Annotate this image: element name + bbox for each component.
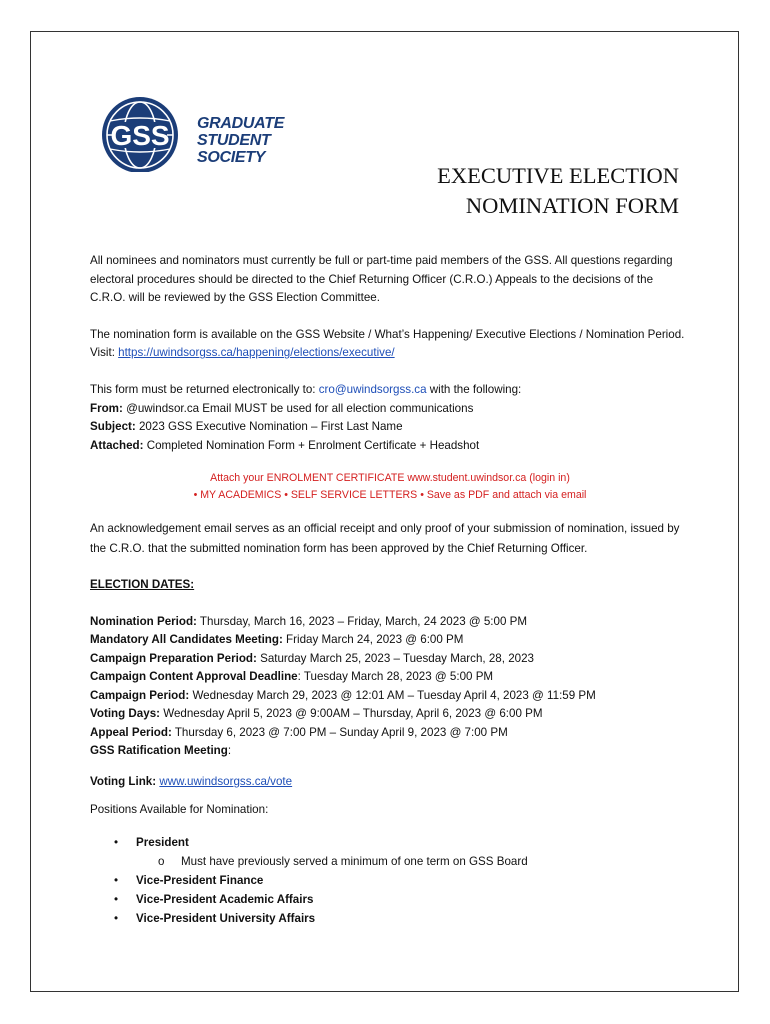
voting-link-line [90, 773, 690, 792]
positions-list [90, 833, 690, 928]
from-line [90, 400, 690, 419]
bullet-icon: • [114, 893, 119, 907]
enrolment-notice [90, 470, 690, 504]
title-line-1: EXECUTIVE ELECTION [437, 163, 679, 188]
intro-paragraph: All nominees and nominators must currently be full or part-time paid members of the GSS. All questions regarding electoral procedures should be directed to the Chief Returning Officer (C.R.O.) Appeals to the decisions of the C.R.O. will be reviewed by the GSS Election Committee. [90, 254, 673, 305]
election-date-label: GSS Ratification Meeting [90, 744, 228, 758]
logo-line-2: STUDENT [197, 132, 271, 149]
notice-line-2: • MY ACADEMICS • SELF SERVICE LETTERS • Save as PDF and attach via email [193, 489, 587, 502]
election-date-label: Appeal Period: [90, 725, 172, 739]
return-instructions [90, 381, 690, 400]
voting-link[interactable]: www.uwindsorgss.ca/vote [159, 774, 293, 788]
election-date-item [90, 724, 690, 743]
election-date-item [90, 613, 690, 632]
from-value: @uwindsor.ca Email MUST be used for all election communications [122, 401, 474, 415]
position-name: Vice-President Finance [136, 874, 264, 888]
cro-email-link[interactable]: cro@uwindsorgss.ca [318, 382, 427, 396]
election-date-label: Campaign Period: [90, 688, 190, 702]
election-date-label: Voting Days: [90, 707, 160, 721]
acknowledgement-paragraph: An acknowledgement email serves as an official receipt and only proof of your submission of nomination, issued by the C.R.O. that the submitted nomination form has been approved by the Chief Returning Officer. [90, 522, 680, 555]
position-item [90, 871, 690, 890]
subject-value: 2023 GSS Executive Nomination – First Last Name [135, 420, 403, 434]
election-date-value: Wednesday March 29, 2023 @ 12:01 AM – Tuesday April 4, 2023 @ 11:59 PM [189, 688, 596, 702]
position-name: Vice-President University Affairs [136, 912, 316, 926]
return-text: This form must be returned electronically to: [90, 382, 319, 396]
position-requirement [90, 852, 690, 871]
election-date-value: : [227, 744, 232, 758]
election-date-value: Saturday March 25, 2023 – Tuesday March, 28, 2023 [256, 651, 534, 665]
election-date-label: Mandatory All Candidates Meeting: [90, 633, 283, 647]
position-requirement-text: Must have previously served a minimum of one term on GSS Board [181, 855, 528, 869]
subject-line [90, 418, 690, 437]
position-item [90, 909, 690, 928]
election-date-item [90, 631, 690, 650]
election-date-label: Campaign Content Approval Deadline [90, 670, 298, 684]
election-dates-heading: ELECTION DATES: [90, 578, 195, 592]
election-date-label: Nomination Period: [90, 614, 197, 628]
bullet-icon: • [114, 912, 119, 926]
election-date-item [90, 742, 690, 761]
attached-value: Completed Nomination Form + Enrolment Certificate + Headshot [143, 438, 480, 452]
election-date-value: Thursday, March 16, 2023 – Friday, March, 24 2023 @ 5:00 PM [196, 614, 528, 628]
availability-paragraph [90, 326, 690, 363]
attached-line [90, 437, 690, 456]
return-text-after: with the following: [426, 382, 522, 396]
position-item [90, 890, 690, 909]
voting-label: Voting Link: [90, 774, 157, 788]
election-date-value: Friday March 24, 2023 @ 6:00 PM [282, 633, 464, 647]
from-label: From: [90, 401, 123, 415]
logo-emblem-text: GSS [110, 120, 170, 151]
logo-wordmark [197, 115, 284, 166]
bullet-icon: • [114, 874, 119, 888]
attached-label: Attached: [90, 438, 144, 452]
election-date-item [90, 705, 690, 724]
election-dates-list [90, 613, 690, 761]
executive-elections-link[interactable]: https://uwindsorgss.ca/happening/elections/executive/ [118, 346, 395, 360]
position-item [90, 833, 690, 852]
availability-text: The nomination form is available on the GSS Website / What’s Happening/ Executive Elections / Nomination Period. Visit: [90, 327, 685, 360]
election-date-value: Wednesday April 5, 2023 @ 9:00AM – Thursday, April 6, 2023 @ 6:00 PM [160, 707, 543, 721]
election-date-label: Campaign Preparation Period: [90, 651, 257, 665]
logo-line-3: SOCIETY [197, 149, 266, 166]
election-date-item [90, 668, 690, 687]
subject-label: Subject: [90, 420, 136, 434]
notice-line-1: Attach your ENROLMENT CERTIFICATE www.student.uwindsor.ca (login in) [210, 472, 570, 485]
title-line-2: NOMINATION FORM [465, 193, 679, 218]
bullet-icon: • [114, 836, 119, 850]
logo-line-1: GRADUATE [197, 115, 285, 132]
position-name: Vice-President Academic Affairs [136, 893, 314, 907]
election-date-value: : Tuesday March 28, 2023 @ 5:00 PM [297, 670, 494, 684]
form-content [90, 252, 690, 928]
election-date-value: Thursday 6, 2023 @ 7:00 PM – Sunday April 9, 2023 @ 7:00 PM [171, 725, 508, 739]
election-date-item [90, 650, 690, 669]
position-name: President [136, 836, 189, 850]
positions-heading: Positions Available for Nomination: [90, 802, 269, 816]
form-title [437, 161, 679, 221]
election-date-item [90, 687, 690, 706]
sub-bullet-icon: o [158, 855, 165, 869]
